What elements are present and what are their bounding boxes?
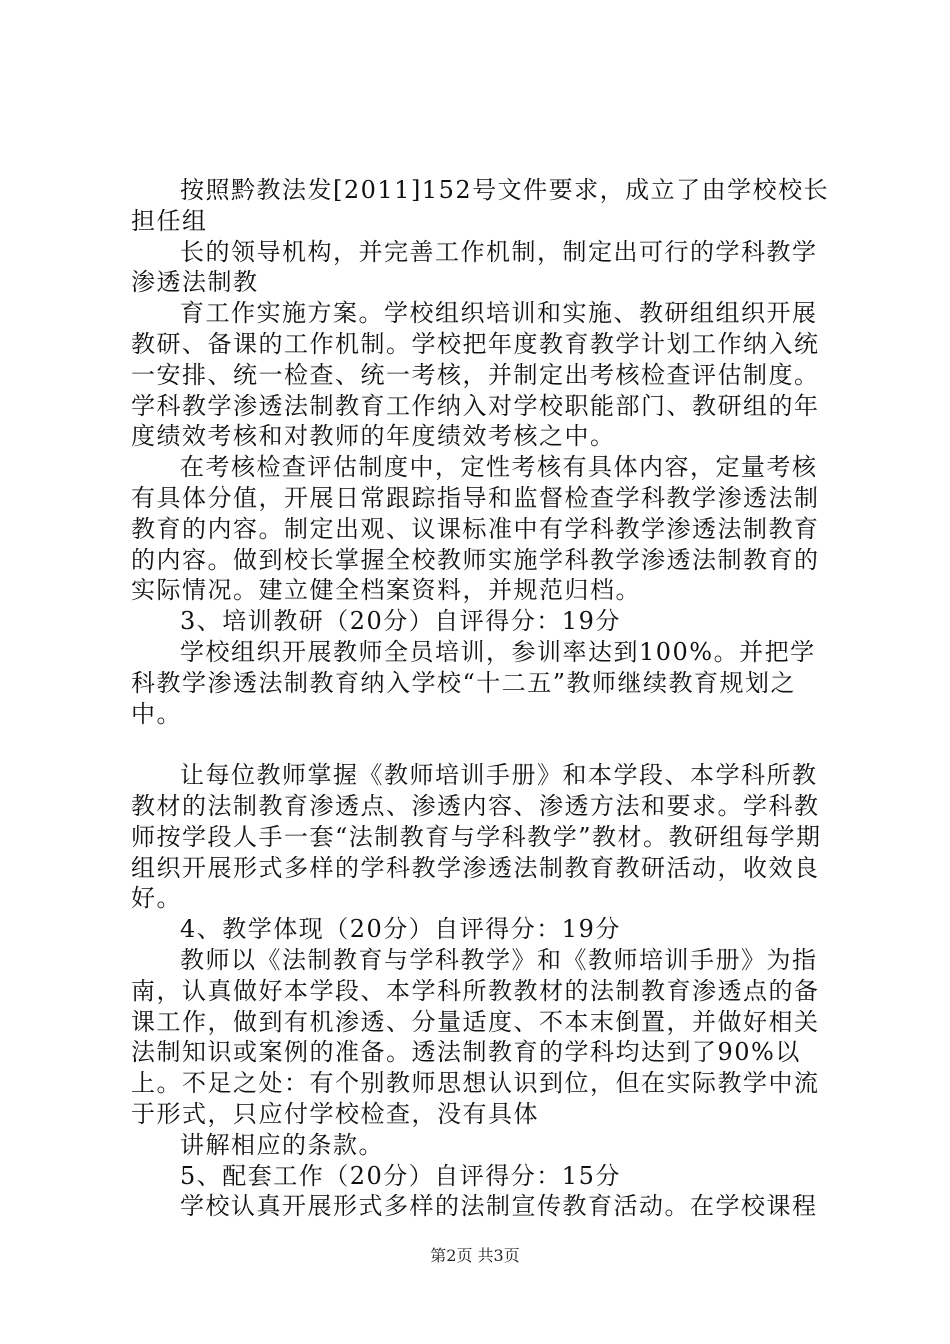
section-heading: 5、配套工作（20分）自评得分：15分 xyxy=(180,1161,621,1190)
paragraph: 学校认真开展形式多样的法制宣传教育活动。在学校课程 xyxy=(180,1192,818,1221)
paragraph: 育工作实施方案。学校组织培训和实施、教研组组织开展教研、备课的工作机制。学校把年度教育教学计划工作纳入统一安排、统一检查、统一考核，并制定出考核检查评估制度。学科教学渗透法制教育工作纳入对学校职能部门、教研组的年度绩效考核和对教师的年度绩效考核之中。 xyxy=(131,299,820,451)
page-number-footer: 第2页 共3页 xyxy=(430,1246,520,1265)
document-body xyxy=(131,175,831,1222)
paragraph: 讲解相应的条款。 xyxy=(180,1130,384,1159)
section-heading: 4、教学体现（20分）自评得分：19分 xyxy=(180,915,621,944)
section-heading: 3、培训教研（20分）自评得分：19分 xyxy=(180,607,621,636)
paragraph: 在考核检查评估制度中，定性考核有具体内容，定量考核有具体分值，开展日常跟踪指导和监督检查学科教学渗透法制教育的内容。制定出观、议课标准中有学科教学渗透法制教育的内容。做到校长掌握全校教师实施学科教学渗透法制教育的实际情况。建立健全档案资料，并规范归档。 xyxy=(131,453,820,605)
blank-line xyxy=(131,729,831,760)
paragraph: 学校组织开展教师全员培训，参训率达到100%。并把学科教学渗透法制教育纳入学校“十二五”教师继续教育规划之中。 xyxy=(131,637,816,728)
paragraph: 教师以《法制教育与学科教学》和《教师培训手册》为指南，认真做好本学段、本学科所教教材的法制教育渗透点的备课工作，做到有机渗透、分量适度、不本末倒置，并做好相关法制知识或案例的准备。透法制教育的学科均达到了90%以上。不足之处：有个别教师思想认识到位，但在实际教学中流于形式，只应付学校检查，没有具体 xyxy=(131,945,820,1128)
paragraph: 长的领导机构，并完善工作机制，制定出可行的学科教学渗透法制教 xyxy=(131,237,818,297)
paragraph: 让每位教师掌握《教师培训手册》和本学段、本学科所教教材的法制教育渗透点、渗透内容、渗透方法和要求。学科教师按学段人手一套“法制教育与学科教学”教材。教研组每学期组织开展形式多样的学科教学渗透法制教育教研活动，收效良好。 xyxy=(131,761,822,913)
paragraph: 按照黔教法发[2011]152号文件要求，成立了由学校校长担任组 xyxy=(131,176,830,235)
